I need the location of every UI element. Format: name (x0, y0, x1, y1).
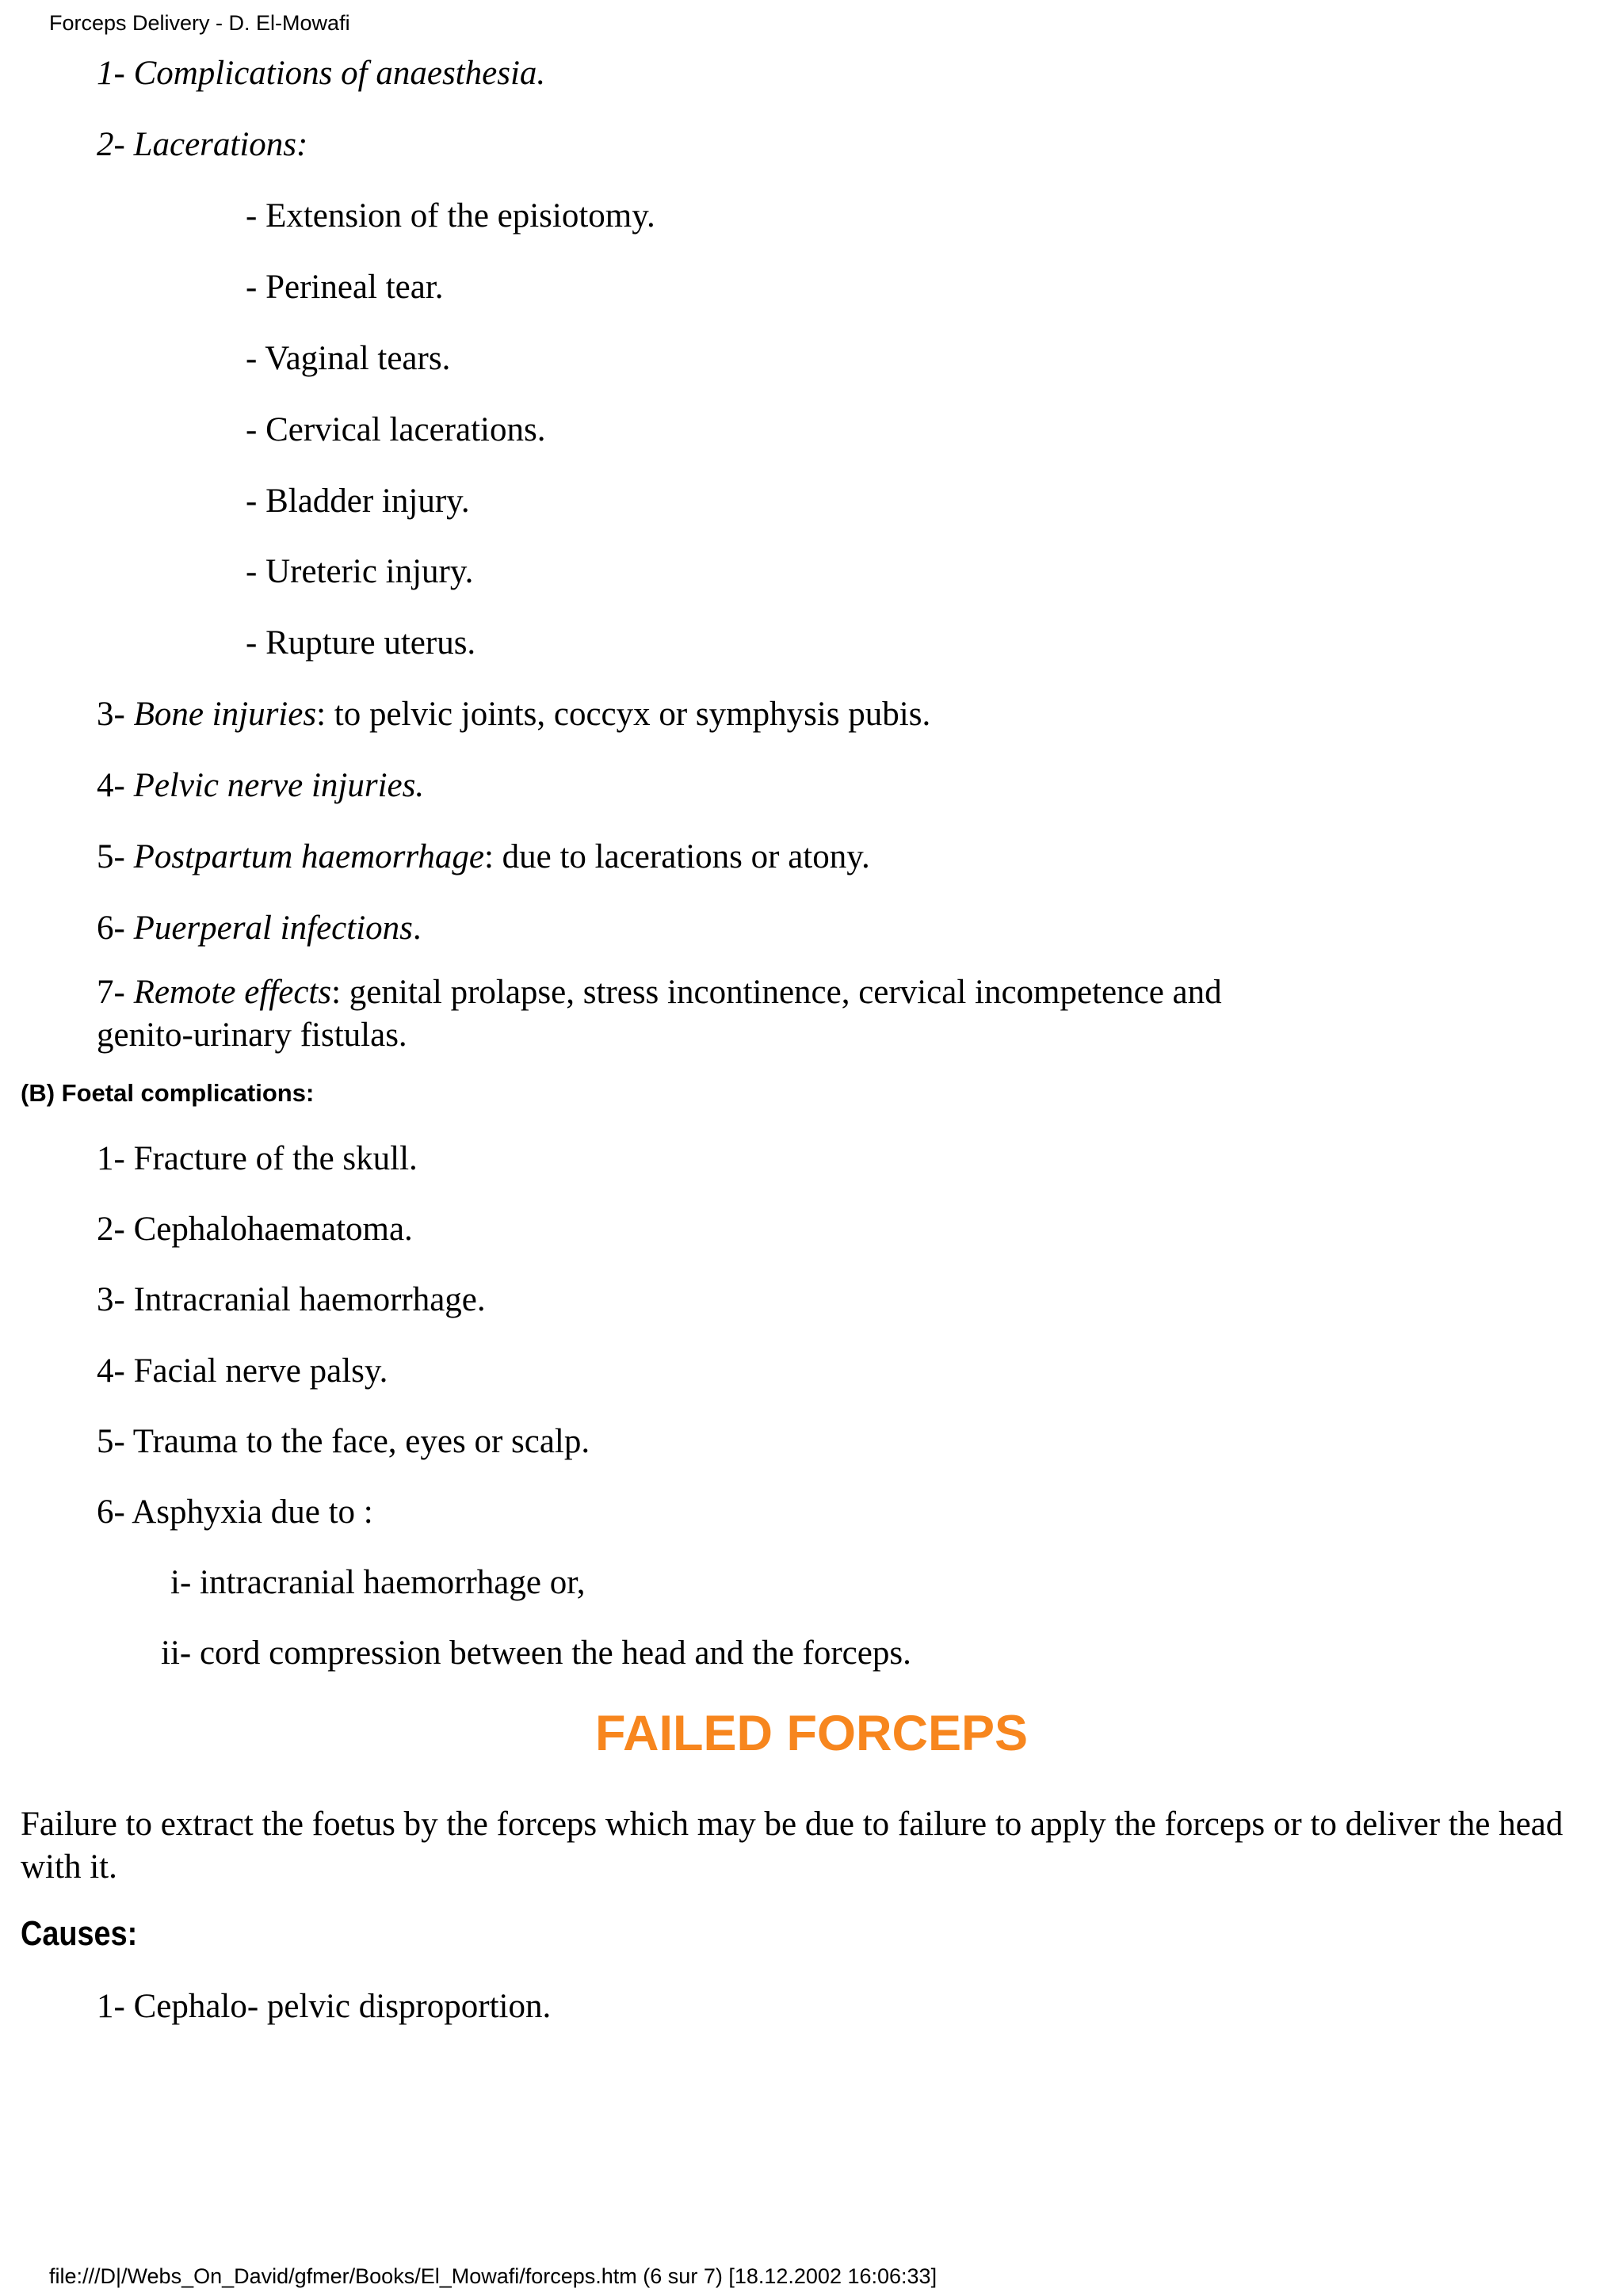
maternal-item-6 (97, 907, 422, 950)
laceration-item: - Perineal tear. (246, 269, 444, 306)
foetal-subitem-ii: ii- cord compression between the head and the forceps. (161, 1634, 911, 1672)
item-term: Puerperal infections (133, 910, 413, 947)
maternal-item-3 (97, 693, 930, 736)
laceration-item: - Vaginal tears. (246, 340, 451, 377)
maternal-item-7 (97, 971, 1222, 1014)
item-text: : to pelvic joints, coccyx or symphysis pubis. (316, 696, 931, 733)
item-number: 5- (97, 838, 134, 875)
foetal-item: 2- Cephalohaematoma. (97, 1211, 413, 1248)
item-text: . (412, 910, 422, 947)
foetal-item: 3- Intracranial haemorrhage. (97, 1281, 486, 1318)
item-text: : genital prolapse, stress incontinence, cervical incompetence and (331, 974, 1222, 1011)
section-title-failed-forceps: FAILED FORCEPS (594, 1706, 1029, 1761)
laceration-item: - Rupture uterus. (246, 624, 476, 662)
laceration-item: - Bladder injury. (246, 482, 470, 520)
item-number: 6- (97, 910, 134, 947)
item-text: : due to lacerations or atony. (483, 838, 870, 875)
page-header: Forceps Delivery - D. El-Mowafi (49, 11, 350, 35)
item-term: Postpartum haemorrhage (133, 838, 484, 875)
foetal-item: 5- Trauma to the face, eyes or scalp. (97, 1423, 590, 1460)
section-heading-foetal: (B) Foetal complications: (21, 1079, 315, 1107)
cause-item: 1- Cephalo- pelvic disproportion. (97, 1988, 552, 2025)
item-term: Bone injuries (133, 696, 317, 733)
foetal-item: 1- Fracture of the skull. (97, 1140, 418, 1177)
maternal-item-2: 2- Lacerations: (97, 126, 308, 163)
page-footer-url: file:///D|/Webs_On_David/gfmer/Books/El_Mowafi/forceps.htm (6 sur 7) [18.12.2002 16:06:33] (49, 2264, 938, 2288)
laceration-item: - Cervical lacerations. (246, 411, 546, 448)
maternal-item-1: 1- Complications of anaesthesia. (97, 55, 546, 92)
item-term: Pelvic nerve injuries. (133, 767, 425, 804)
maternal-item-7-continuation: genito-urinary fistulas. (97, 1016, 407, 1054)
item-number: 3- (97, 696, 134, 733)
failed-forceps-definition: Failure to extract the foetus by the forceps which may be due to failure to apply the forceps or to deliver the head with it. (21, 1806, 1564, 1886)
item-number: 4- (97, 767, 134, 804)
foetal-item: 4- Facial nerve palsy. (97, 1352, 388, 1390)
laceration-item: - Extension of the episiotomy. (246, 197, 655, 235)
item-term: Remote effects (133, 974, 332, 1011)
maternal-item-4 (97, 765, 424, 807)
foetal-subitem-i: i- intracranial haemorrhage or, (170, 1564, 586, 1601)
laceration-item: - Ureteric injury. (246, 553, 474, 590)
foetal-item: 6- Asphyxia due to : (97, 1493, 373, 1531)
causes-heading: Causes: (21, 1914, 138, 1953)
item-number: 7- (97, 974, 134, 1011)
maternal-item-5 (97, 836, 870, 879)
